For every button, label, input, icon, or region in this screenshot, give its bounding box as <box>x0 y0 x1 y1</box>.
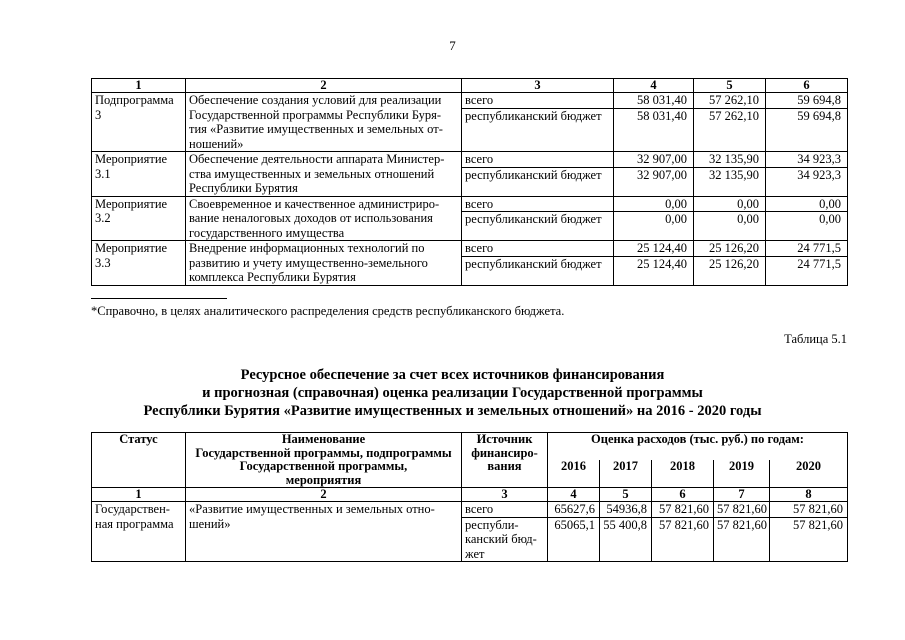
status-cell: Подпрограмма 3 <box>92 93 186 152</box>
name-cell: Обеспечение деятельности аппарата Министер- ства имущественных и земельных отношений Республики Бурятия <box>186 152 462 197</box>
value-cell: 24 771,5 <box>766 256 848 285</box>
value-cell: 65627,6 <box>548 502 600 518</box>
table-header-row <box>92 79 848 93</box>
value-cell: 65065,1 <box>548 517 600 562</box>
value-cell: 0,00 <box>614 212 694 241</box>
source-cell: всего <box>462 241 614 257</box>
header-year: 2017 <box>600 460 652 488</box>
value-cell: 0,00 <box>614 196 694 212</box>
column-number: 5 <box>600 488 652 502</box>
name-cell: Своевременное и качественное администриро- вание неналоговых доходов от использования государственного имущества <box>186 196 462 241</box>
header-year: 2020 <box>770 460 848 488</box>
column-number: 4 <box>614 79 694 93</box>
header-source: Источник финансиро- вания <box>462 433 548 488</box>
column-number: 7 <box>714 488 770 502</box>
resource-table <box>91 432 848 562</box>
value-cell: 57 821,60 <box>770 517 848 562</box>
value-cell: 34 923,3 <box>766 167 848 196</box>
source-cell: всего <box>462 93 614 109</box>
status-cell: Мероприятие 3.2 <box>92 196 186 241</box>
table-index-row <box>92 488 848 502</box>
header-year: 2016 <box>548 460 600 488</box>
source-cell: республи- канский бюд- жет <box>462 517 548 562</box>
value-cell: 57 262,10 <box>694 93 766 109</box>
value-cell: 32 907,00 <box>614 152 694 168</box>
header-name: Наименование Государственной программы, подпрограммы Государственной программы, мероприятия <box>186 433 462 488</box>
table-row <box>92 93 848 109</box>
column-number: 5 <box>694 79 766 93</box>
header-status: Статус <box>92 433 186 488</box>
column-number: 1 <box>92 79 186 93</box>
column-number: 4 <box>548 488 600 502</box>
value-cell: 57 821,60 <box>770 502 848 518</box>
source-cell: республиканский бюджет <box>462 108 614 152</box>
value-cell: 58 031,40 <box>614 108 694 152</box>
value-cell: 0,00 <box>766 212 848 241</box>
footnote: *Справочно, в целях аналитического распределения средств республиканского бюджета. <box>91 304 565 318</box>
value-cell: 32 135,90 <box>694 167 766 196</box>
table-row <box>92 241 848 257</box>
column-number: 2 <box>186 488 462 502</box>
status-cell: Мероприятие 3.3 <box>92 241 186 286</box>
column-number: 6 <box>652 488 714 502</box>
table-header-row <box>92 433 848 461</box>
value-cell: 24 771,5 <box>766 241 848 257</box>
table-row <box>92 152 848 168</box>
value-cell: 59 694,8 <box>766 108 848 152</box>
status-cell: Государствен- ная программа <box>92 502 186 562</box>
value-cell: 57 262,10 <box>694 108 766 152</box>
column-number: 3 <box>462 488 548 502</box>
value-cell: 34 923,3 <box>766 152 848 168</box>
column-number: 3 <box>462 79 614 93</box>
page-number: 7 <box>449 38 456 53</box>
value-cell: 25 124,40 <box>614 241 694 257</box>
funding-table-continuation <box>91 78 848 286</box>
value-cell: 32 135,90 <box>694 152 766 168</box>
table-label: Таблица 5.1 <box>784 332 847 346</box>
value-cell: 0,00 <box>766 196 848 212</box>
value-cell: 0,00 <box>694 212 766 241</box>
footnote-divider <box>91 298 227 299</box>
name-cell: Обеспечение создания условий для реализации Государственной программы Республики Буря- тия «Развитие имущественных и земельных от- ношений» <box>186 93 462 152</box>
value-cell: 57 821,60 <box>714 517 770 562</box>
source-cell: всего <box>462 152 614 168</box>
value-cell: 25 126,20 <box>694 241 766 257</box>
value-cell: 32 907,00 <box>614 167 694 196</box>
source-cell: республиканский бюджет <box>462 256 614 285</box>
value-cell: 25 124,40 <box>614 256 694 285</box>
value-cell: 55 400,8 <box>600 517 652 562</box>
source-cell: всего <box>462 196 614 212</box>
value-cell: 25 126,20 <box>694 256 766 285</box>
value-cell: 59 694,8 <box>766 93 848 109</box>
column-number: 2 <box>186 79 462 93</box>
value-cell: 58 031,40 <box>614 93 694 109</box>
value-cell: 57 821,60 <box>652 502 714 518</box>
table-title: Ресурсное обеспечение за счет всех источников финансирования и прогнозная (справочная) оценка реализации Государственной программы Республики Бурятия «Развитие имущественных и земельных отношений» на 2016 - 2020 годы <box>143 367 762 419</box>
name-cell: «Развитие имущественных и земельных отно- шений» <box>186 502 462 562</box>
source-cell: республиканский бюджет <box>462 167 614 196</box>
value-cell: 0,00 <box>694 196 766 212</box>
source-cell: республиканский бюджет <box>462 212 614 241</box>
table-row <box>92 502 848 518</box>
value-cell: 57 821,60 <box>714 502 770 518</box>
header-year: 2019 <box>714 460 770 488</box>
status-cell: Мероприятие 3.1 <box>92 152 186 197</box>
column-number: 8 <box>770 488 848 502</box>
header-estimate: Оценка расходов (тыс. руб.) по годам: <box>548 433 848 461</box>
value-cell: 54936,8 <box>600 502 652 518</box>
table-row <box>92 196 848 212</box>
source-cell: всего <box>462 502 548 518</box>
column-number: 6 <box>766 79 848 93</box>
column-number: 1 <box>92 488 186 502</box>
name-cell: Внедрение информационных технологий по развитию и учету имущественно-земельного комплекса Республики Бурятия <box>186 241 462 286</box>
value-cell: 57 821,60 <box>652 517 714 562</box>
header-year: 2018 <box>652 460 714 488</box>
